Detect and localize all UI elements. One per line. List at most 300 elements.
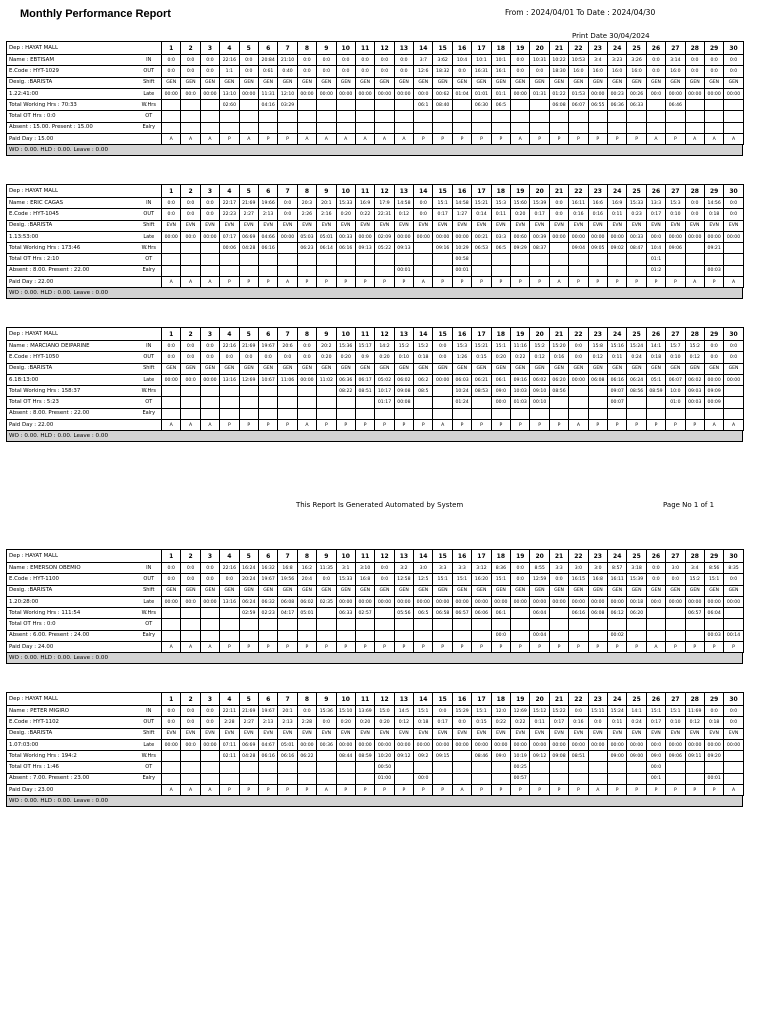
day-cell [278,630,297,641]
day-cell: 15:1 [491,341,510,352]
day-cell: EVN [588,220,607,231]
day-cell: 0:12 [394,209,413,220]
day-number: 4 [220,42,239,55]
day-cell: 0:0 [200,574,219,585]
day-number: 4 [220,693,239,706]
day-cell: 10:17 [375,386,394,397]
day-cell [724,762,743,773]
day-cell [646,630,665,641]
day-number: 19 [511,185,530,198]
day-cell [549,608,568,619]
day-cell: 09:0 [491,751,510,762]
day-cell: P [414,420,433,431]
row-label: Paid Day : 22.00 [7,277,137,288]
day-cell: 0:0 [569,341,588,352]
day-cell: A [181,134,200,145]
day-cell: EVN [627,220,646,231]
day-cell: A [162,134,181,145]
day-number: 19 [511,42,530,55]
day-cell [472,619,491,630]
day-cell: 0:18 [704,717,723,728]
day-cell: EVN [162,220,181,231]
day-cell: 8:57 [608,563,627,574]
day-cell: 0:20 [491,352,510,363]
day-cell: 06:57 [685,608,704,619]
day-cell [724,111,743,122]
day-cell: P [258,134,277,145]
day-cell: 02:11 [220,751,239,762]
day-cell: P [627,277,646,288]
day-cell: 15:39 [530,198,549,209]
day-cell: 00:07 [608,397,627,408]
day-cell: 15:24 [627,341,646,352]
day-cell [200,751,219,762]
day-cell: EVN [336,220,355,231]
day-cell [355,619,374,630]
day-header-row [7,693,744,706]
day-cell: 0:0 [394,55,413,66]
row-type-tag: W.Hrs [137,243,162,254]
day-cell [317,386,336,397]
day-cell: 0:0 [200,352,219,363]
day-number: 28 [685,42,704,55]
day-cell: 00:02 [608,630,627,641]
row-type-tag: Late [137,739,162,750]
day-cell: 18:32 [433,66,452,77]
day-cell: 06:16 [258,243,277,254]
day-cell: 06:33 [627,100,646,111]
day-cell [472,762,491,773]
day-cell: 01:03 [511,397,530,408]
day-cell: 15:0 [375,706,394,717]
day-cell: 16:0 [569,66,588,77]
day-cell: P [452,420,471,431]
day-number: 16 [452,550,471,563]
day-cell: P [569,277,588,288]
day-number: 12 [375,42,394,55]
day-cell: 04:28 [239,751,258,762]
day-cell: 0:0 [375,563,394,574]
day-cell: 00:00 [336,88,355,99]
day-cell: A [200,277,219,288]
day-cell [336,122,355,133]
day-cell: 0:20 [336,717,355,728]
day-cell: 0:17 [433,717,452,728]
day-cell: P [646,785,665,796]
row-type-tag: Shift [137,220,162,231]
day-cell [278,408,297,419]
day-cell [588,630,607,641]
day-cell [685,630,704,641]
day-cell [200,773,219,784]
day-cell [162,762,181,773]
day-cell [162,751,181,762]
day-cell: 00:00 [569,231,588,242]
day-cell: 15:1 [452,574,471,585]
day-cell: 01:04 [452,88,471,99]
day-cell [355,773,374,784]
day-cell [317,111,336,122]
day-cell: 08:46 [472,751,491,762]
day-cell: 3:12 [472,563,491,574]
day-number: 21 [549,693,568,706]
day-cell: P [258,420,277,431]
day-cell: 09:15 [433,751,452,762]
day-cell [239,397,258,408]
day-cell: EVN [627,728,646,739]
day-cell: P [549,785,568,796]
day-cell [724,608,743,619]
day-cell [336,265,355,276]
day-number: 6 [258,42,277,55]
day-header-row [7,550,744,563]
day-cell [258,762,277,773]
day-cell: EVN [569,728,588,739]
day-cell: 0:0 [181,717,200,728]
day-cell: 15:33 [627,198,646,209]
day-cell: 0:0 [317,66,336,77]
day-cell [530,762,549,773]
day-cell: 15:10 [336,706,355,717]
day-cell [394,619,413,630]
day-number: 25 [627,693,646,706]
day-cell: 00:50 [375,762,394,773]
day-cell: 01:1 [491,88,510,99]
day-cell: 00:00 [608,596,627,607]
day-cell: 06:12 [608,608,627,619]
day-cell: GEN [336,585,355,596]
day-cell [704,254,723,265]
day-cell: 00:00 [452,231,471,242]
day-number: 3 [200,42,219,55]
day-cell: EVN [704,220,723,231]
day-cell: 00:00 [724,739,743,750]
day-cell: GEN [549,585,568,596]
day-cell: EVN [355,220,374,231]
day-cell [608,408,627,419]
day-cell: GEN [336,363,355,374]
table-row [7,352,744,363]
day-cell [608,122,627,133]
day-cell: 06:55 [588,100,607,111]
day-cell: 16:0 [608,66,627,77]
day-cell [685,254,704,265]
table-row [7,563,744,574]
department-label: Dep : HAYAT MALL [7,185,162,198]
day-cell: 8:56 [704,563,723,574]
day-cell: 00:0 [491,397,510,408]
day-cell: 09:06 [666,751,685,762]
table-row [7,243,744,254]
day-cell: 20:84 [258,55,277,66]
day-cell [588,408,607,419]
day-cell [297,111,316,122]
day-cell [704,100,723,111]
day-cell: GEN [608,77,627,88]
day-cell: 16:8 [355,574,374,585]
day-number: 15 [433,42,452,55]
day-cell: 00:00 [336,739,355,750]
day-cell: 02:59 [239,608,258,619]
day-cell: 15:1 [646,706,665,717]
day-number: 10 [336,550,355,563]
day-number: 13 [394,185,413,198]
day-number: 7 [278,550,297,563]
day-cell: EVN [511,728,530,739]
day-cell: 14:1 [627,706,646,717]
day-cell [162,243,181,254]
day-cell: 16:1 [491,66,510,77]
day-number: 3 [200,550,219,563]
day-cell: 0:16 [569,209,588,220]
day-cell: 0:18 [414,717,433,728]
day-cell: 00:62 [433,88,452,99]
day-cell: 00:00 [608,739,627,750]
day-cell: 00:00 [666,231,685,242]
day-cell: 08:40 [433,100,452,111]
day-cell: EVN [491,220,510,231]
day-cell: P [433,277,452,288]
day-cell: P [220,134,239,145]
day-number: 19 [511,693,530,706]
day-cell [472,111,491,122]
day-cell: 00:00 [549,231,568,242]
day-cell: 0:16 [588,209,607,220]
day-cell [627,619,646,630]
row-type-tag: OUT [137,574,162,585]
day-cell: 05:03 [297,231,316,242]
day-number: 25 [627,185,646,198]
day-cell: 12:69 [511,706,530,717]
row-type-tag: Ealry [137,630,162,641]
day-cell: GEN [200,363,219,374]
day-cell: 01:1 [646,254,665,265]
day-cell: 3:0 [666,563,685,574]
day-cell: GEN [608,585,627,596]
day-cell [549,111,568,122]
day-cell: EVN [511,220,530,231]
day-cell [452,122,471,133]
row-label: Total OT Hrs : 2:10 [7,254,137,265]
day-cell: P [608,642,627,653]
day-cell: EVN [278,728,297,739]
day-cell: P [394,642,413,653]
day-cell: 0:0 [200,563,219,574]
day-cell [162,265,181,276]
day-cell [258,111,277,122]
day-cell [239,122,258,133]
day-cell: 09:03 [685,386,704,397]
day-cell: 05:01 [297,608,316,619]
day-cell: EVN [530,220,549,231]
day-cell [162,100,181,111]
day-cell: EVN [162,728,181,739]
day-cell: GEN [317,585,336,596]
table-row [7,77,744,88]
day-cell [162,122,181,133]
day-cell: 06:57 [452,608,471,619]
row-label: Paid Day : 24.00 [7,642,137,653]
day-cell: 12:59 [530,574,549,585]
day-cell [472,408,491,419]
day-cell: GEN [317,77,336,88]
day-cell [530,100,549,111]
attendance-table [6,549,744,653]
day-cell: 13:16 [220,596,239,607]
day-number: 2 [181,693,200,706]
day-cell: 3:0 [414,563,433,574]
day-cell: A [375,134,394,145]
day-cell [317,619,336,630]
day-cell: 0:0 [239,66,258,77]
department-label: Dep : HAYAT MALL [7,550,162,563]
day-cell: 00:00 [685,739,704,750]
day-cell: A [724,277,743,288]
day-cell: GEN [685,77,704,88]
day-cell: 06:08 [278,596,297,607]
day-cell: EVN [433,728,452,739]
day-cell: EVN [433,220,452,231]
row-type-tag: IN [137,55,162,66]
row-label: Absent : 8.00. Present : 22.00 [7,408,137,419]
department-label: Dep : HAYAT MALL [7,328,162,341]
day-cell [181,265,200,276]
day-cell: 3:2 [394,563,413,574]
date-range: From : 2024/04/01 To Date : 2024/04/30 [505,8,656,17]
day-cell [491,111,510,122]
day-cell [724,100,743,111]
day-number: 5 [239,185,258,198]
day-cell: GEN [588,363,607,374]
day-cell [162,111,181,122]
day-cell [220,254,239,265]
day-cell: 00:00 [704,231,723,242]
day-cell: 00:00 [433,374,452,385]
day-cell: 0:0 [317,574,336,585]
day-cell [433,265,452,276]
day-cell: GEN [355,77,374,88]
day-cell: P [472,785,491,796]
day-cell: P [646,277,665,288]
day-cell: 05:02 [375,374,394,385]
day-cell [588,386,607,397]
day-number: 9 [317,550,336,563]
day-cell [724,773,743,784]
day-cell: A [317,134,336,145]
day-cell: 16:9 [355,198,374,209]
row-type-tag: Late [137,231,162,242]
day-number: 5 [239,550,258,563]
day-cell: 15:39 [627,574,646,585]
day-cell: 0:10 [666,209,685,220]
day-cell [336,619,355,630]
day-cell: 15:11 [588,706,607,717]
day-cell: 22:23 [220,209,239,220]
day-number: 3 [200,693,219,706]
day-cell: 0:0 [278,352,297,363]
day-number: 18 [491,185,510,198]
day-cell [491,773,510,784]
department-label: Dep : HAYAT MALL [7,42,162,55]
day-cell: P [685,785,704,796]
day-cell: 19:66 [258,198,277,209]
day-cell: 15:1 [433,574,452,585]
row-type-tag: Ealry [137,122,162,133]
day-cell: P [452,277,471,288]
day-cell: P [491,420,510,431]
day-number: 7 [278,185,297,198]
day-cell: 3:7 [414,55,433,66]
day-cell [724,408,743,419]
day-cell: EVN [724,220,743,231]
day-cell: GEN [685,363,704,374]
day-cell: 2:28 [297,717,316,728]
day-cell [220,111,239,122]
day-cell: 15:3 [491,198,510,209]
day-cell [258,122,277,133]
day-number: 8 [297,550,316,563]
day-number: 28 [685,550,704,563]
day-cell [666,122,685,133]
day-cell: P [608,420,627,431]
table-row [7,265,744,276]
day-cell: 15:21 [472,198,491,209]
day-cell: A [200,420,219,431]
day-cell: 00:0 [181,374,200,385]
day-cell: GEN [588,77,607,88]
day-cell: 0:0 [220,352,239,363]
day-cell [627,111,646,122]
table-row [7,374,744,385]
employee-block [6,184,743,299]
day-cell: 00:00 [685,231,704,242]
day-cell [511,630,530,641]
day-cell: EVN [200,728,219,739]
day-cell: 00:00 [239,88,258,99]
row-type-tag: Late [137,374,162,385]
day-cell [278,243,297,254]
row-label: Name : MARCIANO DEIPARINE [7,341,137,352]
day-cell: P [336,277,355,288]
day-cell: 0:0 [433,352,452,363]
day-cell: 09:12 [530,751,549,762]
day-cell: P [258,277,277,288]
day-cell [278,762,297,773]
day-cell: 16:9 [608,198,627,209]
day-cell: 00:00 [200,88,219,99]
day-cell [588,265,607,276]
day-cell: 0:22 [491,717,510,728]
row-label: Total Working Hrs : 194:2 [7,751,137,762]
day-cell: GEN [394,585,413,596]
day-cell [297,773,316,784]
day-cell: 21:69 [239,198,258,209]
day-cell: 0:0 [181,209,200,220]
day-cell: 00:18 [627,596,646,607]
day-cell: P [375,785,394,796]
leave-summary: WO : 0.00. HLD : 0.00. Leave : 0.00 [6,145,743,156]
table-row [7,231,744,242]
day-number: 7 [278,42,297,55]
day-cell [588,254,607,265]
day-cell: P [355,642,374,653]
day-cell: 0:15 [472,717,491,728]
day-cell: 0:0 [258,352,277,363]
day-cell [646,619,665,630]
day-cell [433,386,452,397]
day-cell: 09:07 [608,386,627,397]
day-cell [297,762,316,773]
